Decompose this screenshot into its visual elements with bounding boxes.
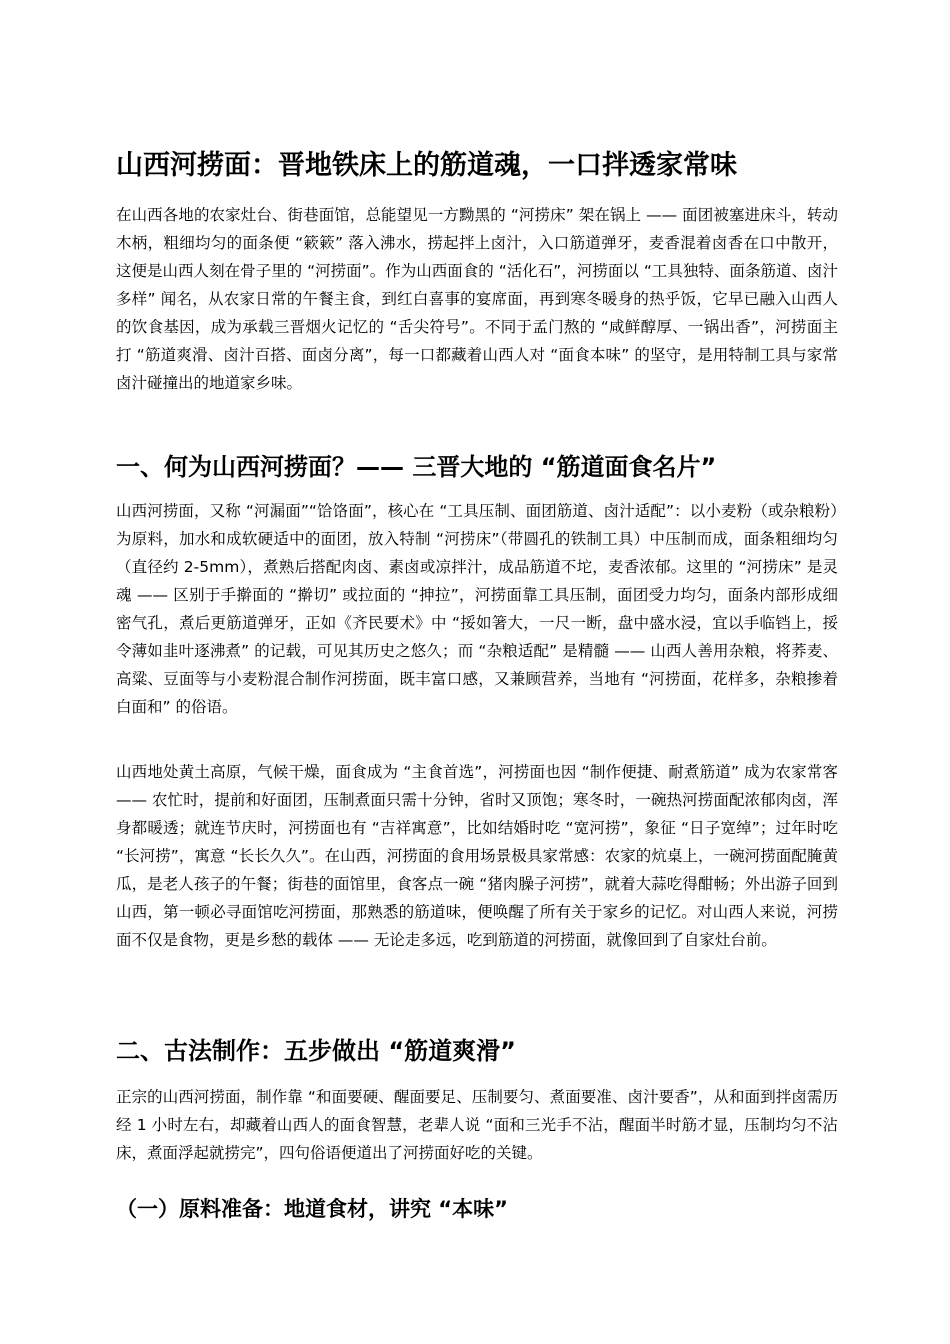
section-1-paragraph-2: 山西地处黄土高原，气候干燥，面食成为 “主食首选”，河捞面也因 “制作便捷、耐煮筋道” 成为农家常客 —— 农忙时，提前和好面团，压制煮面只需十分钟，省时又顶饱；寒冬时，一碗热河捞面配浓郁肉卤，浑身都暖透；就连节庆时，河捞面也有 “吉祥寓意”，比如结婚时吃 “宽河捞”，象征 “日子宽绰”；过年时吃 “长河捞”，寓意 “长长久久”。在山西，河捞面的食用场景极具家常感：农家的炕桌上，一碗河捞面配腌黄瓜，是老人孩子的午餐；街巷的面馆里，食客点一碗 “猪肉臊子河捞”，就着大蒜吃得酣畅；外出游子回到山西，第一顿必寻面馆吃河捞面，那熟悉的筋道味，便唤醒了所有关于家乡的记忆。对山西人来说，河捞面不仅是食物，更是乡愁的载体 —— 无论走多远，吃到筋道的河捞面，就像回到了自家灶台前。 xyxy=(116,763,838,949)
document-title: 山西河捞面：晋地铁床上的筋道魂，一口拌透家常味 xyxy=(116,150,737,181)
section-2-subheading-1: （一）原料准备：地道食材，讲究 “本味” xyxy=(116,1197,508,1221)
section-2-paragraph-1: 正宗的山西河捞面，制作靠 “和面要硬、醒面要足、压制要匀、煮面要准、卤汁要香”，从和面到拌卤需历经 1 小时左右，却藏着山西人的面食智慧，老辈人说 “面和三光手不沾，醒面半时筋才显，压制均匀不沾床，煮面浮起就捞完”，四句俗语便道出了河捞面好吃的关键。 xyxy=(116,1088,838,1162)
intro-paragraph: 在山西各地的农家灶台、街巷面馆，总能望见一方黝黑的 “河捞床” 架在锅上 —— 面团被塞进床斗，转动木柄，粗细均匀的面条便 “簌簌” 落入沸水，捞起拌上卤汁，入口筋道弹牙，麦香混着卤香在口中散开，这便是山西人刻在骨子里的 “河捞面”。作为山西面食的 “活化石”，河捞面以 “工具独特、面条筋道、卤汁多样” 闻名，从农家日常的午餐主食，到红白喜事的宴席面，再到寒冬暖身的热乎饭，它早已融入山西人的饮食基因，成为承载三晋烟火记忆的 “舌尖符号”。不同于孟门熬的 “咸鲜醇厚、一锅出香”，河捞面主打 “筋道爽滑、卤汁百搭、面卤分离”，每一口都藏着山西人对 “面食本味” 的坚守，是用特制工具与家常卤汁碰撞出的地道家乡味。 xyxy=(116,206,838,392)
section-2-heading: 二、古法制作：五步做出 “筋道爽滑” xyxy=(116,1037,516,1065)
section-1-paragraph-1: 山西河捞面，又称 “河漏面”“饸饹面”，核心在 “工具压制、面团筋道、卤汁适配”：以小麦粉（或杂粮粉）为原料，加水和成软硬适中的面团，放入特制 “河捞床”（带圆孔的铁制工具）中压制而成，面条粗细均匀（直径约 2-5mm），煮熟后搭配肉卤、素卤或凉拌汁，成品筋道不坨，麦香浓郁。这里的 “河捞床” 是灵魂 —— 区别于手擀面的 “擀切” 或拉面的 “抻拉”，河捞面靠工具压制，面团受力均匀，面条内部形成细密气孔，煮后更筋道弹牙，正如《齐民要术》中 “挼如箸大，一尺一断，盘中盛水浸，宜以手临铛上，挼令薄如韭叶逐沸煮” 的记载，可见其历史之悠久；而 “杂粮适配” 是精髓 —— 山西人善用杂粮，将荞麦、高粱、豆面等与小麦粉混合制作河捞面，既丰富口感，又兼顾营养，当地有 “河捞面，花样多，杂粮掺着白面和” 的俗语。 xyxy=(116,502,838,716)
section-1-heading: 一、何为山西河捞面？—— 三晋大地的 “筋道面食名片” xyxy=(116,453,717,481)
